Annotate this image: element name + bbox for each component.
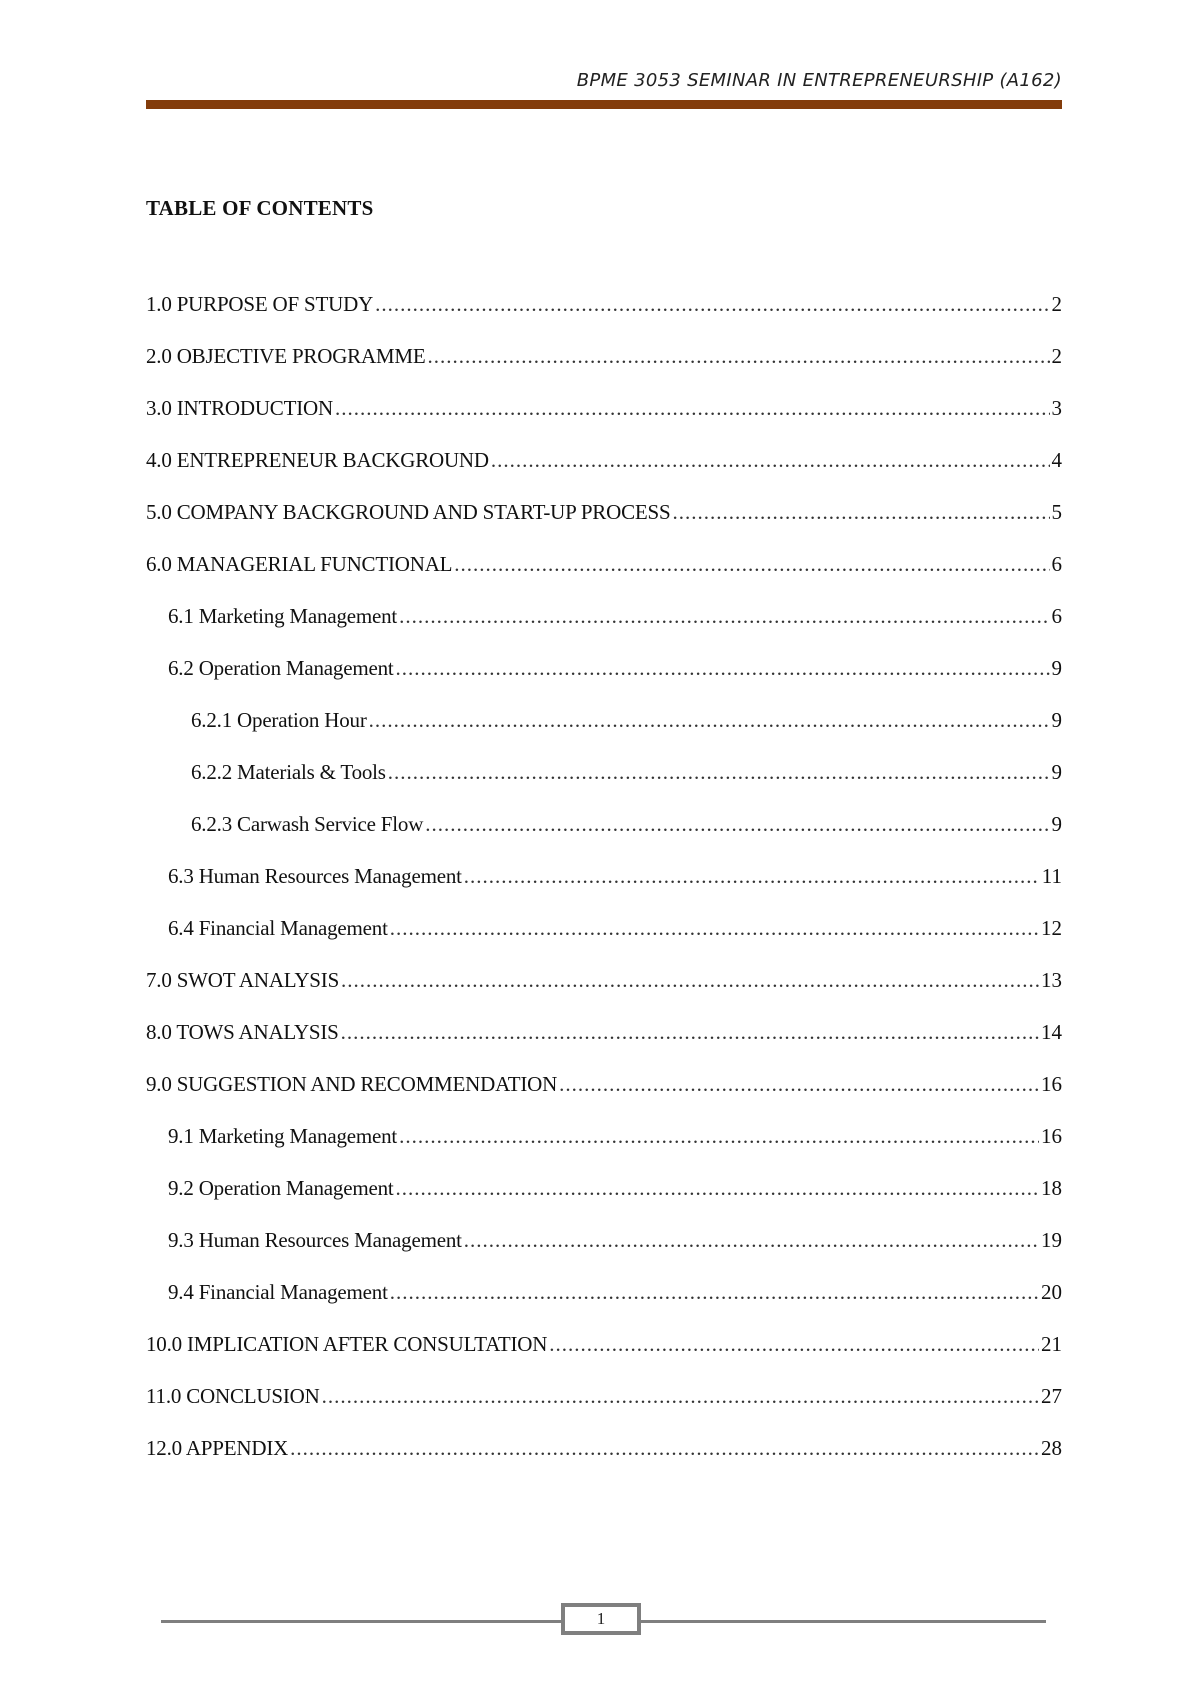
- toc-entry-page: 4: [1051, 448, 1062, 472]
- toc-entry-swot-analysis[interactable]: [146, 968, 1062, 1020]
- toc-dot-leader: [672, 500, 1049, 524]
- toc-entry-page: 9: [1051, 760, 1062, 784]
- toc-entry-operation-hour[interactable]: [146, 708, 1062, 760]
- toc-entry-financial-management[interactable]: [146, 916, 1062, 968]
- toc-dot-leader: [341, 1020, 1039, 1044]
- toc-entry-label: 7.0 SWOT ANALYSIS: [146, 968, 340, 992]
- toc-entry-page: 2: [1051, 292, 1062, 316]
- toc-entry-purpose-of-study[interactable]: [146, 292, 1062, 344]
- toc-dot-leader: [428, 344, 1050, 368]
- toc-dot-leader: [464, 864, 1040, 888]
- toc-entry-page: 6: [1051, 552, 1062, 576]
- toc-entry-page: 20: [1041, 1280, 1062, 1304]
- toc-dot-leader: [549, 1332, 1039, 1356]
- toc-entry-page: 6: [1051, 604, 1062, 628]
- toc-entry-label: 4.0 ENTREPRENEUR BACKGROUND: [146, 448, 489, 472]
- toc-entry-label: 3.0 INTRODUCTION: [146, 396, 333, 420]
- toc-entry-page: 19: [1041, 1228, 1062, 1252]
- toc-entry-managerial-functional[interactable]: [146, 552, 1062, 604]
- toc-entry-marketing-management[interactable]: [146, 604, 1062, 656]
- toc-entry-entrepreneur-background[interactable]: [146, 448, 1062, 500]
- toc-entry-suggestion-recommendation[interactable]: [146, 1072, 1062, 1124]
- toc-entry-label: 9.2 Operation Management: [168, 1176, 394, 1200]
- toc-dot-leader: [388, 760, 1050, 784]
- toc-dot-leader: [290, 1436, 1039, 1460]
- page-number: 1: [596, 1609, 606, 1628]
- toc-dot-leader: [322, 1384, 1039, 1408]
- toc-entry-page: 21: [1041, 1332, 1062, 1356]
- toc-entry-company-background[interactable]: [146, 500, 1062, 552]
- toc-entry-label: 6.4 Financial Management: [168, 916, 388, 940]
- toc-entry-page: 14: [1041, 1020, 1062, 1044]
- toc-dot-leader: [454, 552, 1049, 576]
- toc-entry-page: 3: [1051, 396, 1062, 420]
- toc-dot-leader: [396, 656, 1050, 680]
- toc-entry-page: 9: [1051, 656, 1062, 680]
- toc-entry-objective-programme[interactable]: [146, 344, 1062, 396]
- toc-entry-page: 2: [1051, 344, 1062, 368]
- toc-entry-page: 28: [1041, 1436, 1062, 1460]
- toc-dot-leader: [369, 708, 1050, 732]
- toc-entry-label: 12.0 APPENDIX: [146, 1436, 289, 1460]
- toc-entry-label: 5.0 COMPANY BACKGROUND AND START-UP PROCESS: [146, 500, 671, 524]
- toc-entry-label: 8.0 TOWS ANALYSIS: [146, 1020, 339, 1044]
- toc-entry-label: 6.2.1 Operation Hour: [191, 708, 367, 732]
- toc-entry-page: 9: [1051, 812, 1062, 836]
- header-rule: [146, 100, 1062, 109]
- toc-entry-introduction[interactable]: [146, 396, 1062, 448]
- toc-entry-page: 27: [1041, 1384, 1062, 1408]
- toc-entry-page: 18: [1041, 1176, 1062, 1200]
- toc-entry-human-resources-management[interactable]: [146, 864, 1062, 916]
- toc-entry-label: 9.3 Human Resources Management: [168, 1228, 462, 1252]
- toc-entry-materials-tools[interactable]: [146, 760, 1062, 812]
- running-header: BPME 3053 SEMINAR IN ENTREPRENEURSHIP (A162): [576, 70, 1062, 91]
- toc-entry-page: 13: [1041, 968, 1062, 992]
- toc-dot-leader: [396, 1176, 1039, 1200]
- table-of-contents: [146, 292, 1062, 1488]
- toc-entry-page: 16: [1041, 1072, 1062, 1096]
- toc-entry-label: 6.0 MANAGERIAL FUNCTIONAL: [146, 552, 453, 576]
- toc-entry-marketing-management-recommendation[interactable]: [146, 1124, 1062, 1176]
- toc-entry-page: 16: [1041, 1124, 1062, 1148]
- toc-entry-label: 6.3 Human Resources Management: [168, 864, 462, 888]
- toc-entry-label: 6.2.2 Materials & Tools: [191, 760, 386, 784]
- toc-entry-page: 9: [1051, 708, 1062, 732]
- toc-entry-label: 9.1 Marketing Management: [168, 1124, 398, 1148]
- toc-dot-leader: [491, 448, 1050, 472]
- toc-dot-leader: [341, 968, 1039, 992]
- toc-entry-label: 9.0 SUGGESTION AND RECOMMENDATION: [146, 1072, 558, 1096]
- toc-entry-financial-management-recommendation[interactable]: [146, 1280, 1062, 1332]
- toc-dot-leader: [390, 1280, 1039, 1304]
- toc-dot-leader: [399, 1124, 1039, 1148]
- toc-title: TABLE OF CONTENTS: [146, 196, 374, 220]
- toc-dot-leader: [399, 604, 1049, 628]
- toc-entry-page: 11: [1041, 864, 1062, 888]
- toc-entry-label: 2.0 OBJECTIVE PROGRAMME: [146, 344, 426, 368]
- toc-entry-operation-management-recommendation[interactable]: [146, 1176, 1062, 1228]
- toc-entry-label: 6.1 Marketing Management: [168, 604, 398, 628]
- toc-entry-label: 6.2.3 Carwash Service Flow: [191, 812, 424, 836]
- toc-entry-page: 5: [1051, 500, 1062, 524]
- toc-entry-implication-after-consultation[interactable]: [146, 1332, 1062, 1384]
- toc-dot-leader: [390, 916, 1039, 940]
- toc-dot-leader: [375, 292, 1049, 316]
- toc-entry-label: 9.4 Financial Management: [168, 1280, 388, 1304]
- toc-entry-tows-analysis[interactable]: [146, 1020, 1062, 1072]
- toc-entry-label: 6.2 Operation Management: [168, 656, 394, 680]
- toc-entry-label: 1.0 PURPOSE OF STUDY: [146, 292, 374, 316]
- toc-entry-operation-management[interactable]: [146, 656, 1062, 708]
- toc-dot-leader: [559, 1072, 1039, 1096]
- toc-entry-label: 10.0 IMPLICATION AFTER CONSULTATION: [146, 1332, 548, 1356]
- toc-entry-human-resources-recommendation[interactable]: [146, 1228, 1062, 1280]
- toc-entry-page: 12: [1041, 916, 1062, 940]
- toc-entry-label: 11.0 CONCLUSION: [146, 1384, 320, 1408]
- toc-entry-appendix[interactable]: [146, 1436, 1062, 1488]
- toc-dot-leader: [464, 1228, 1039, 1252]
- toc-dot-leader: [425, 812, 1049, 836]
- toc-dot-leader: [335, 396, 1050, 420]
- page-number-box: [561, 1603, 641, 1635]
- toc-entry-carwash-service-flow[interactable]: [146, 812, 1062, 864]
- toc-entry-conclusion[interactable]: [146, 1384, 1062, 1436]
